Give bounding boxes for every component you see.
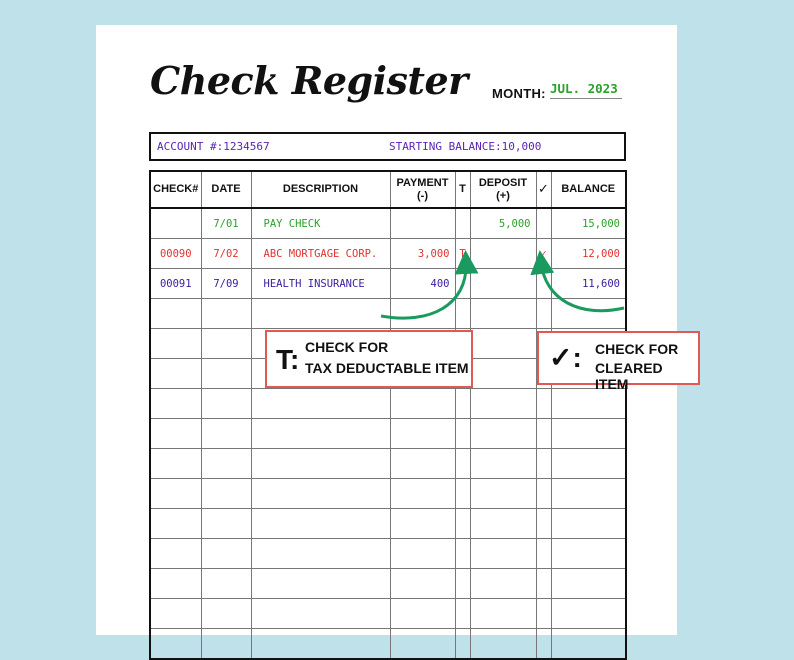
payment-label: PAYMENT [396,176,449,189]
check-icon: ✓ [538,181,549,196]
entry-description: PAY CHECK [251,208,390,239]
tax-callout-line1: CHECK FOR [305,339,389,355]
col-t: T [455,171,470,208]
entry-date: 7/09 [201,269,251,299]
entry-balance: 15,000 [551,208,626,239]
page-title: Check Register [150,58,468,103]
check-number: 00091 [150,269,201,299]
col-check: CHECK# [150,171,201,208]
entry-payment: 400 [390,269,455,299]
entry-tax-flag: T [455,239,470,269]
starting-balance: STARTING BALANCE:10,000 [389,140,542,153]
entry-date: 7/02 [201,239,251,269]
entry-balance: 12,000 [551,239,626,269]
tax-deductible-callout [265,330,473,388]
entry-date: 7/01 [201,208,251,239]
check-number: 00090 [150,239,201,269]
month-label: MONTH: [492,86,546,101]
tax-callout-line2: TAX DEDUCTABLE ITEM [305,360,469,376]
entry-deposit: 5,000 [470,208,536,239]
cleared-callout-line2: CLEARED ITEM [595,360,663,392]
entry-description: ABC MORTGAGE CORP. [251,239,390,269]
entry-cleared: ✓ [536,239,551,269]
entry-description: HEALTH INSURANCE [251,269,390,299]
account-number: ACCOUNT #:1234567 [157,140,270,153]
col-balance: BALANCE [551,171,626,208]
col-description: DESCRIPTION [251,171,390,208]
cleared-item-callout [537,331,700,392]
month-value: JUL. 2023 [550,81,622,99]
payment-sign: (-) [417,189,428,202]
tax-symbol: T: [276,344,300,375]
deposit-label: DEPOSIT [478,176,528,189]
tax-arrow [381,262,466,318]
cleared-arrow [541,262,624,311]
entry-balance: 11,600 [551,269,626,299]
deposit-sign: (+) [496,189,510,202]
cleared-symbol: ✓: [549,342,582,373]
cleared-callout-line1: CHECK FOR [595,341,679,357]
entry-payment: 3,000 [390,239,455,269]
col-date: DATE [201,171,251,208]
